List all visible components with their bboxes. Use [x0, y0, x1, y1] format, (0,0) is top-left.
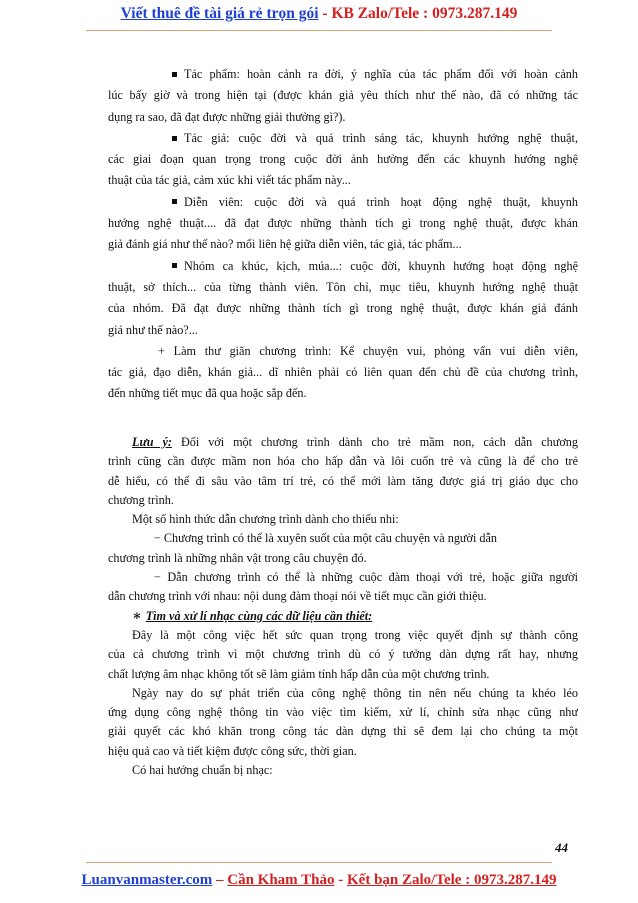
text-line: Có hai hướng chuẩn bị nhạc:	[132, 763, 273, 778]
bullet-line: Nhóm ca khúc, kịch, múa...: cuộc đời, khuynh hướng hoạt động nghệ	[108, 256, 578, 277]
footer-separator: -	[334, 872, 347, 888]
square-bullet-icon	[172, 136, 177, 141]
content-block-2	[108, 433, 578, 780]
text-line: của nhóm. Đã đạt được những thành tích gì trong nghệ thuật, được khán giả đánh	[108, 301, 578, 316]
text-line: giá như thế nào?...	[108, 322, 198, 337]
header-contact: KB Zalo/Tele : 0973.287.149	[331, 5, 518, 22]
text-line: Đây là một công việc hết sức quan trọng trong việc quyết định sự thành công	[132, 627, 578, 642]
plus-line: + Làm thư giãn chương trình: Kể chuyện vui, phỏng vấn vui diễn viên,	[158, 343, 578, 358]
text-line: hướng nghệ thuật.... đã đạt được những thành tích gì trong nghệ thuật, được khán	[108, 216, 578, 231]
text-line: ứng dụng công nghệ thông tin vào việc tìm kiếm, xử lí, chỉnh sửa nhạc cũng như	[108, 705, 578, 720]
text-line: đến những tiết mục đã qua hoặc sắp đến.	[108, 386, 307, 401]
text-line: các giai đoạn quan trọng trong cuộc đời ảnh hưởng đến các khuynh hướng nghệ	[108, 152, 578, 167]
text-line: dễ hiểu, có thể đi sâu vào tâm trí trẻ, có thể mới làm tăng được giá trị giáo dục cho	[108, 473, 578, 488]
text-line: giải quyết các khó khăn trong công tác dàn dựng thì sẽ đem lại cho chúng ta một	[108, 724, 578, 739]
text-line: thuật, sở thích... của từng thành viên. Tôn chỉ, mục tiêu, khuynh hướng nghệ thuật	[108, 279, 578, 294]
text-line: của cả chương trình vì một chương trình dù có ý tưởng dàn dựng rất hay, nhưng	[108, 647, 578, 662]
text-line: chất lượng âm nhạc không tốt sẽ làm giảm tính hấp dẫn của một chương trình.	[108, 666, 490, 681]
bullet-line: Tác giả: cuộc đời và quá trình sáng tác, khuynh hướng nghệ thuật,	[108, 128, 578, 149]
footer-site-link[interactable]: Luanvanmaster.com	[81, 872, 213, 888]
text-line: chương trình là những nhân vật trong câu chuyện đó.	[108, 550, 367, 565]
footer-rule	[86, 862, 552, 863]
forms-intro: Một số hình thức dẫn chương trình dành cho thiếu nhi:	[132, 512, 399, 527]
text-line: chương trình.	[108, 492, 174, 507]
dash-item-line: − Dẫn chương trình có thể là những cuộc đàm thoại với trẻ, hoặc giữa người	[154, 570, 578, 585]
header-rule	[86, 30, 552, 31]
note-line: Lưu ý: Đối với một chương trình dành cho trẻ mầm non, cách dẫn chương	[132, 435, 578, 449]
text-line: tác giả, đạo diễn, khán giả... dĩ nhiên phải có liên quan đến chủ đề của chương trình,	[108, 365, 578, 380]
square-bullet-icon	[172, 263, 177, 268]
text-line: dẫn chương trình với nhau: nội dung đàm thoại nói về tiết mục cần giới thiệu.	[108, 589, 487, 604]
text-line: dụng ra sao, đã đạt được những giải thưởng gì?).	[108, 109, 346, 124]
page-number: 44	[555, 840, 568, 855]
header-separator: -	[318, 5, 332, 22]
section-heading-text: Tìm và xử lí nhạc cùng các dữ liệu cần thiết:	[145, 608, 373, 623]
header-link[interactable]: Viết thuê đề tài giá rẻ trọn gói	[120, 5, 319, 22]
bullet-line: Diễn viên: cuộc đời và quá trình hoạt động nghệ thuật, khuynh	[108, 192, 578, 213]
note-label: Lưu ý:	[132, 435, 172, 449]
text-line: lúc bấy giờ và trong hiện tại (được khán giả yêu thích như thế nào, đã có những tác	[108, 88, 578, 103]
page-footer	[0, 870, 638, 890]
text-line: hiệu quả cao và tiết kiệm được công sức, thời gian.	[108, 743, 357, 758]
bullet-line: Tác phẩm: hoàn cảnh ra đời, ý nghĩa của tác phẩm đối với hoàn cảnh	[108, 64, 578, 85]
content-block-1	[108, 64, 578, 405]
text-line: Ngày nay do sự phát triển của công nghệ thông tin nên nếu chúng ta khéo léo	[132, 685, 578, 700]
text-line: thuật của tác giả, cảm xúc khi viết tác phẩm này...	[108, 173, 351, 188]
text-line: giả đánh giá như thế nào? mối liên hệ giữa diễn viên, tác giả, tác phẩm...	[108, 237, 462, 252]
square-bullet-icon	[172, 199, 177, 204]
square-bullet-icon	[172, 72, 177, 77]
footer-dash: –	[212, 872, 228, 888]
footer-contact-link[interactable]: Kết bạn Zalo/Tele : 0973.287.149	[347, 872, 557, 888]
footer-author-link[interactable]: Cần Kham Thảo	[227, 872, 335, 888]
dash-item-line: − Chương trình có thể là xuyên suốt của một câu chuyện và người dẫn	[154, 531, 497, 546]
section-heading	[108, 607, 578, 626]
text-line: trình cũng cần được mầm non hóa cho hấp dẫn và lôi cuốn trẻ và cũng là để cho trẻ	[108, 454, 578, 469]
asterisk-icon: ∗	[132, 608, 142, 624]
page-header	[0, 4, 638, 24]
